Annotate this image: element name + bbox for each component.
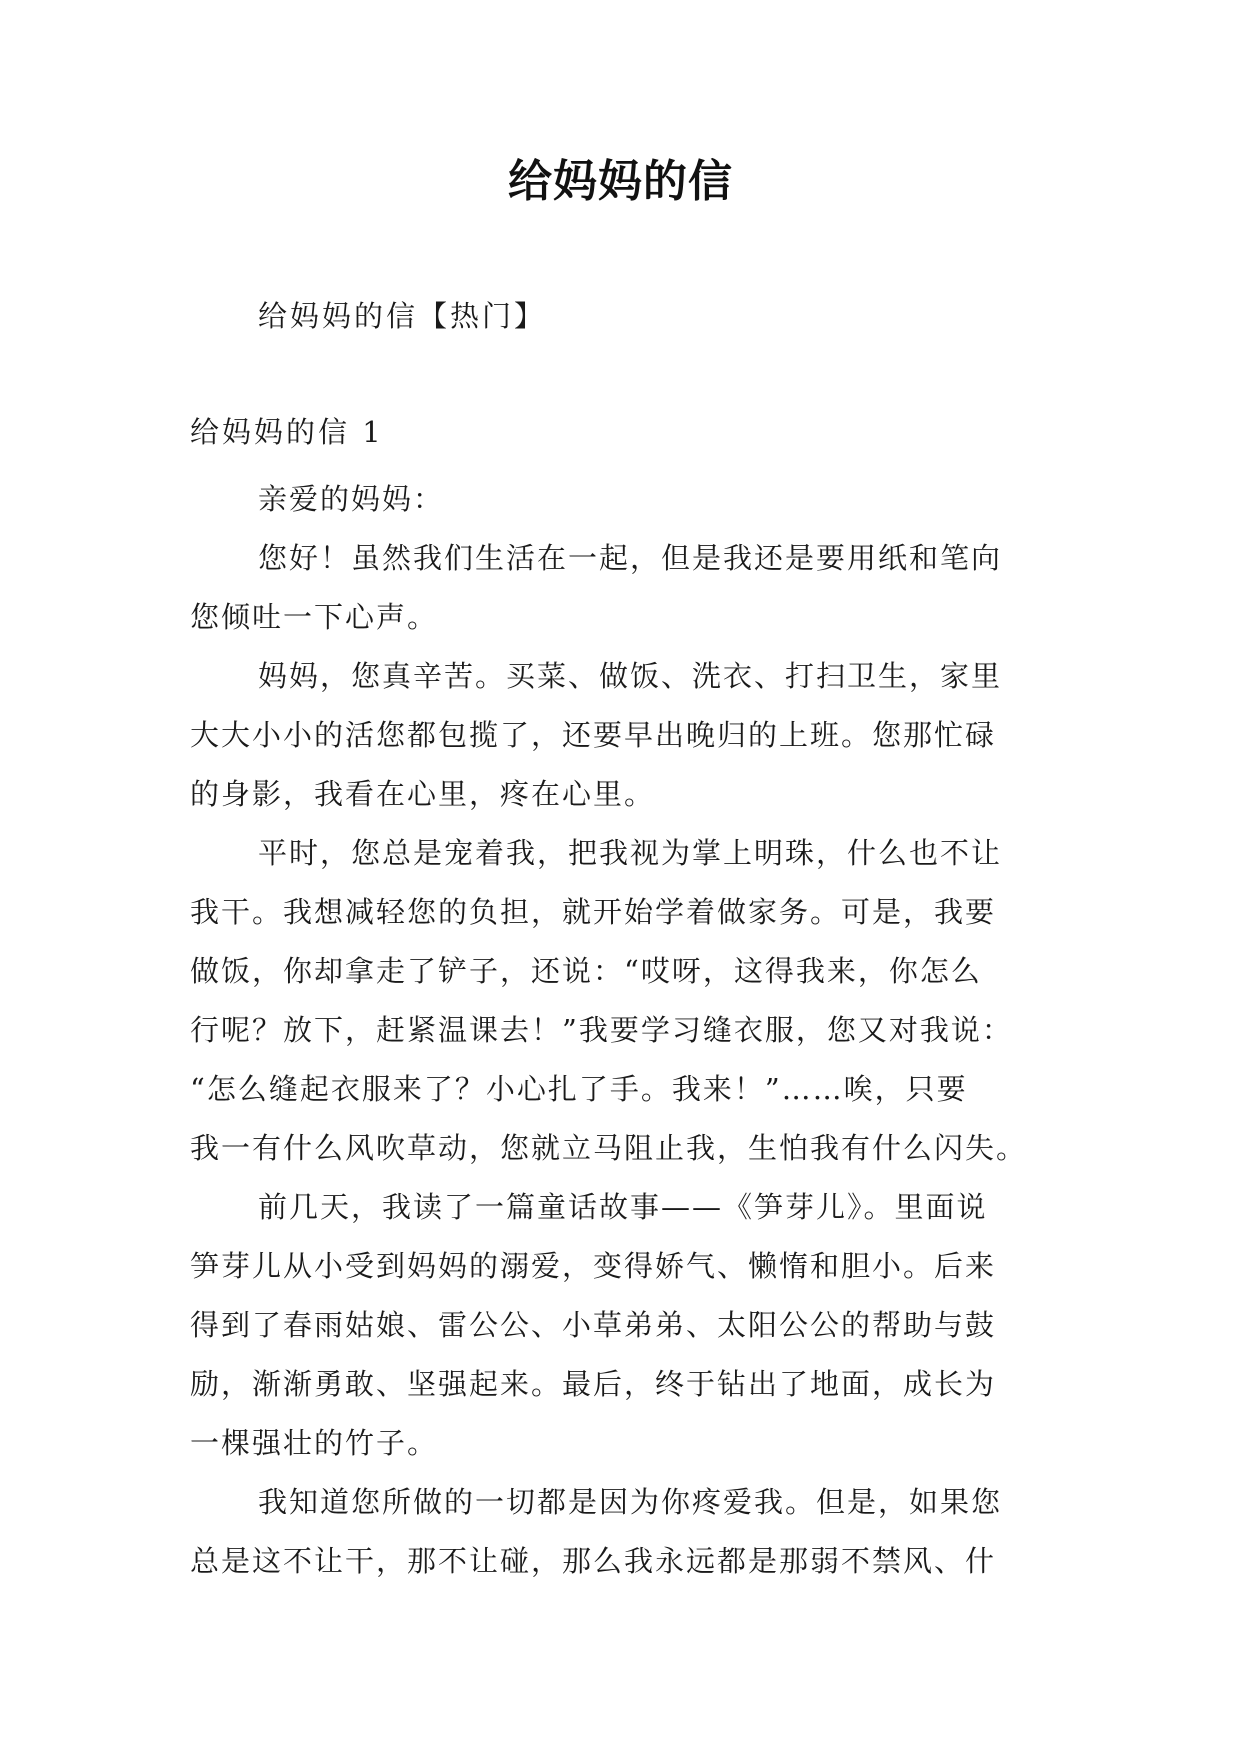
text-line: 妈妈，您真辛苦。买菜、做饭、洗衣、打扫卫生，家里	[258, 659, 1003, 693]
text-line: 平时，您总是宠着我，把我视为掌上明珠，什么也不让	[258, 836, 1003, 870]
text-line: 大大小小的活您都包揽了，还要早出晚归的上班。您那忙碌	[190, 718, 997, 752]
document-subtitle: 给妈妈的信【热门】	[258, 299, 547, 333]
section-heading: 给妈妈的信 1	[190, 415, 384, 449]
text-line: 我知道您所做的一切都是因为你疼爱我。但是，如果您	[258, 1485, 1003, 1519]
text-line: 我干。我想减轻您的负担，就开始学着做家务。可是，我要	[190, 895, 997, 929]
paragraph	[190, 824, 1070, 1178]
text-line: 笋芽儿从小受到妈妈的溺爱，变得娇气、懒惰和胆小。后来	[190, 1249, 997, 1283]
text-line: 得到了春雨姑娘、雷公公、小草弟弟、太阳公公的帮助与鼓	[190, 1308, 997, 1342]
letter-body	[190, 470, 1070, 1591]
text-line: 我一有什么风吹草动，您就立马阻止我，生怕我有什么闪失。	[190, 1131, 1028, 1165]
text-line: 做饭，你却拿走了铲子，还说：“哎呀，这得我来，你怎么	[190, 954, 982, 988]
text-line: 一棵强壮的竹子。	[190, 1426, 439, 1460]
text-line: 您倾吐一下心声。	[190, 600, 439, 634]
text-line: 励，渐渐勇敢、坚强起来。最后，终于钻出了地面，成长为	[190, 1367, 997, 1401]
paragraph	[190, 647, 1070, 824]
text-line: 亲爱的妈妈：	[258, 482, 445, 516]
text-line: 的身影，我看在心里，疼在心里。	[190, 777, 656, 811]
letter-salutation	[190, 470, 1070, 529]
text-line: 总是这不让干，那不让碰，那么我永远都是那弱不禁风、什	[190, 1544, 997, 1578]
text-line: 您好！虽然我们生活在一起，但是我还是要用纸和笔向	[258, 541, 1003, 575]
paragraph	[190, 1178, 1070, 1473]
text-line: 行呢？放下，赶紧温课去！”我要学习缝衣服，您又对我说：	[190, 1013, 1013, 1047]
text-line: 前几天，我读了一篇童话故事——《笋芽儿》。里面说	[258, 1190, 988, 1224]
document-title: 给妈妈的信	[508, 156, 733, 207]
text-line: “怎么缝起衣服来了？小心扎了手。我来！”……唉，只要	[190, 1072, 968, 1106]
paragraph	[190, 529, 1070, 647]
paragraph	[190, 1473, 1070, 1591]
